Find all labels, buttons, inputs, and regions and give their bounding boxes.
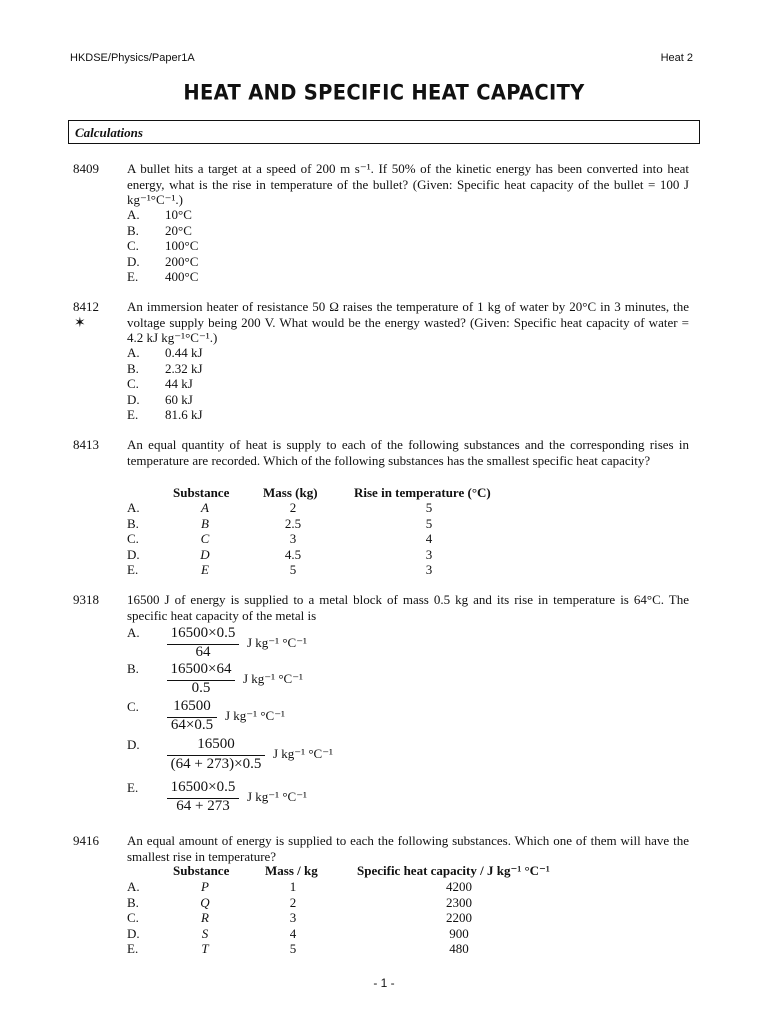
table-header: Rise in temperature (°C) (354, 485, 491, 500)
option-letter: D. (127, 391, 140, 407)
question-number: 9416 (73, 833, 99, 848)
fraction-denominator: 64 + 273 (176, 798, 230, 814)
option-value: 81.6 kJ (165, 407, 203, 422)
option-letter: A. (127, 625, 140, 640)
question-number: 8413 (73, 437, 99, 452)
option-letter: B. (127, 360, 139, 376)
question-number: 8412 (73, 299, 99, 314)
table-cell: 2300 (446, 894, 472, 910)
option-value: 100°C (165, 238, 199, 253)
option-letter: B. (127, 661, 139, 676)
table-cell: 3 (425, 546, 433, 562)
table-cell: 2.5 (284, 515, 302, 531)
option-value: 10°C (165, 207, 192, 222)
unit-label: J kg⁻¹ °C⁻¹ (247, 789, 307, 804)
star-icon: ✶ (74, 316, 86, 331)
fraction-denominator: 0.5 (191, 680, 211, 696)
fraction-denominator: (64 + 273)×0.5 (170, 756, 262, 772)
option-letter: E. (127, 562, 139, 577)
option-letter: C. (127, 699, 139, 714)
option-letter: A. (127, 879, 140, 894)
option-value: 2.32 kJ (165, 360, 203, 376)
option-letter: D. (127, 925, 140, 941)
table-header: Specific heat capacity / J kg⁻¹ °C⁻¹ (357, 863, 550, 878)
table-header: Substance (173, 863, 230, 878)
option-letter: A. (127, 500, 140, 515)
option-value: 200°C (165, 253, 199, 269)
option-letter: B. (127, 894, 139, 910)
table-cell: E (201, 562, 209, 577)
page-title: HEAT AND SPECIFIC HEAT CAPACITY (183, 80, 585, 105)
table-cell: B (201, 515, 209, 531)
option-letter: A. (127, 207, 140, 222)
fraction-numerator: 16500×0.5 (170, 779, 236, 795)
unit-label: J kg⁻¹ °C⁻¹ (273, 746, 333, 761)
fraction-denominator: 64 (195, 644, 211, 660)
option-letter: C. (127, 238, 139, 253)
page-number: - 1 - (373, 976, 395, 990)
option-letter: B. (127, 222, 139, 238)
header-left: HKDSE/Physics/Paper1A (70, 52, 195, 64)
table-cell: 480 (449, 941, 469, 956)
option-letter: D. (127, 253, 140, 269)
unit-label: J kg⁻¹ °C⁻¹ (243, 671, 303, 686)
table-cell: 4 (289, 925, 297, 941)
table-cell: A (201, 500, 209, 515)
section-box (68, 120, 700, 144)
header-right: Heat 2 (660, 52, 693, 64)
section-title: Calculations (75, 125, 143, 140)
table-cell: T (201, 941, 209, 956)
option-value: 44 kJ (165, 376, 193, 391)
table-cell: 3 (425, 562, 433, 577)
table-header: Mass / kg (265, 863, 318, 878)
unit-label: J kg⁻¹ °C⁻¹ (225, 708, 285, 723)
table-cell: 3 (289, 910, 297, 925)
question-text: An equal amount of energy is supplied to each the following substances. Which one of them will have the smallest rise in temperature? (127, 833, 689, 864)
table-cell: 1 (289, 879, 297, 894)
table-cell: D (200, 546, 210, 562)
table-cell: C (200, 531, 210, 546)
option-letter: E. (127, 269, 139, 284)
table-cell: Q (200, 894, 210, 910)
table-cell: 2200 (446, 910, 472, 925)
option-letter: D. (127, 737, 140, 752)
option-letter: E. (127, 780, 139, 795)
option-value: 60 kJ (165, 391, 193, 407)
table-cell: 4.5 (284, 546, 302, 562)
option-letter: C. (127, 531, 139, 546)
table-header: Substance (173, 485, 230, 500)
fraction-numerator: 16500×64 (170, 661, 232, 677)
fraction-numerator: 16500 (173, 698, 211, 714)
question-number: 9318 (73, 592, 99, 607)
option-letter: D. (127, 546, 140, 562)
question-text: 16500 J of energy is supplied to a metal block of mass 0.5 kg and its rise in temperature is 64°C. The specific heat capacity of the metal is (127, 592, 689, 623)
table-cell: S (201, 925, 209, 941)
option-letter: A. (127, 345, 140, 360)
option-letter: C. (127, 376, 139, 391)
option-letter: C. (127, 910, 139, 925)
table-cell: 2 (289, 500, 297, 515)
table-cell: 5 (425, 515, 433, 531)
question-text: An immersion heater of resistance 50 Ω raises the temperature of 1 kg of water by 20°C in 3 minutes, the voltage supply being 200 V. What would be the energy wasted? (Given: Specific heat capacity of water = 4.2 kJ kg⁻¹°C⁻¹.) (127, 299, 689, 345)
option-value: 400°C (165, 269, 199, 284)
option-letter: B. (127, 515, 139, 531)
option-letter: E. (127, 407, 139, 422)
table-cell: 2 (289, 894, 297, 910)
option-value: 0.44 kJ (165, 345, 203, 360)
question-text: A bullet hits a target at a speed of 200 m s⁻¹. If 50% of the kinetic energy has been converted into heat energy, what is the rise in temperature of the bullet? (Given: Specific heat capacity of the bullet = 100 J kg⁻¹°C⁻¹.) (127, 161, 689, 207)
fraction-denominator: 64×0.5 (170, 717, 214, 733)
table-cell: 4 (425, 531, 433, 546)
table-cell: 5 (289, 941, 297, 956)
question-number: 8409 (73, 161, 99, 176)
fraction-numerator: 16500×0.5 (170, 625, 236, 641)
fraction-numerator: 16500 (197, 736, 235, 752)
option-letter: E. (127, 941, 139, 956)
table-cell: P (201, 879, 209, 894)
table-cell: R (201, 910, 209, 925)
table-cell: 3 (289, 531, 297, 546)
unit-label: J kg⁻¹ °C⁻¹ (247, 635, 307, 650)
option-value: 20°C (165, 222, 192, 238)
table-cell: 5 (425, 500, 433, 515)
table-cell: 5 (289, 562, 297, 577)
table-cell: 900 (449, 925, 469, 941)
table-header: Mass (kg) (263, 485, 318, 500)
table-cell: 4200 (446, 879, 472, 894)
question-text: An equal quantity of heat is supply to each of the following substances and the corresponding rises in temperature are recorded. Which of the following substances has the smallest specific heat capacity? (127, 437, 689, 468)
